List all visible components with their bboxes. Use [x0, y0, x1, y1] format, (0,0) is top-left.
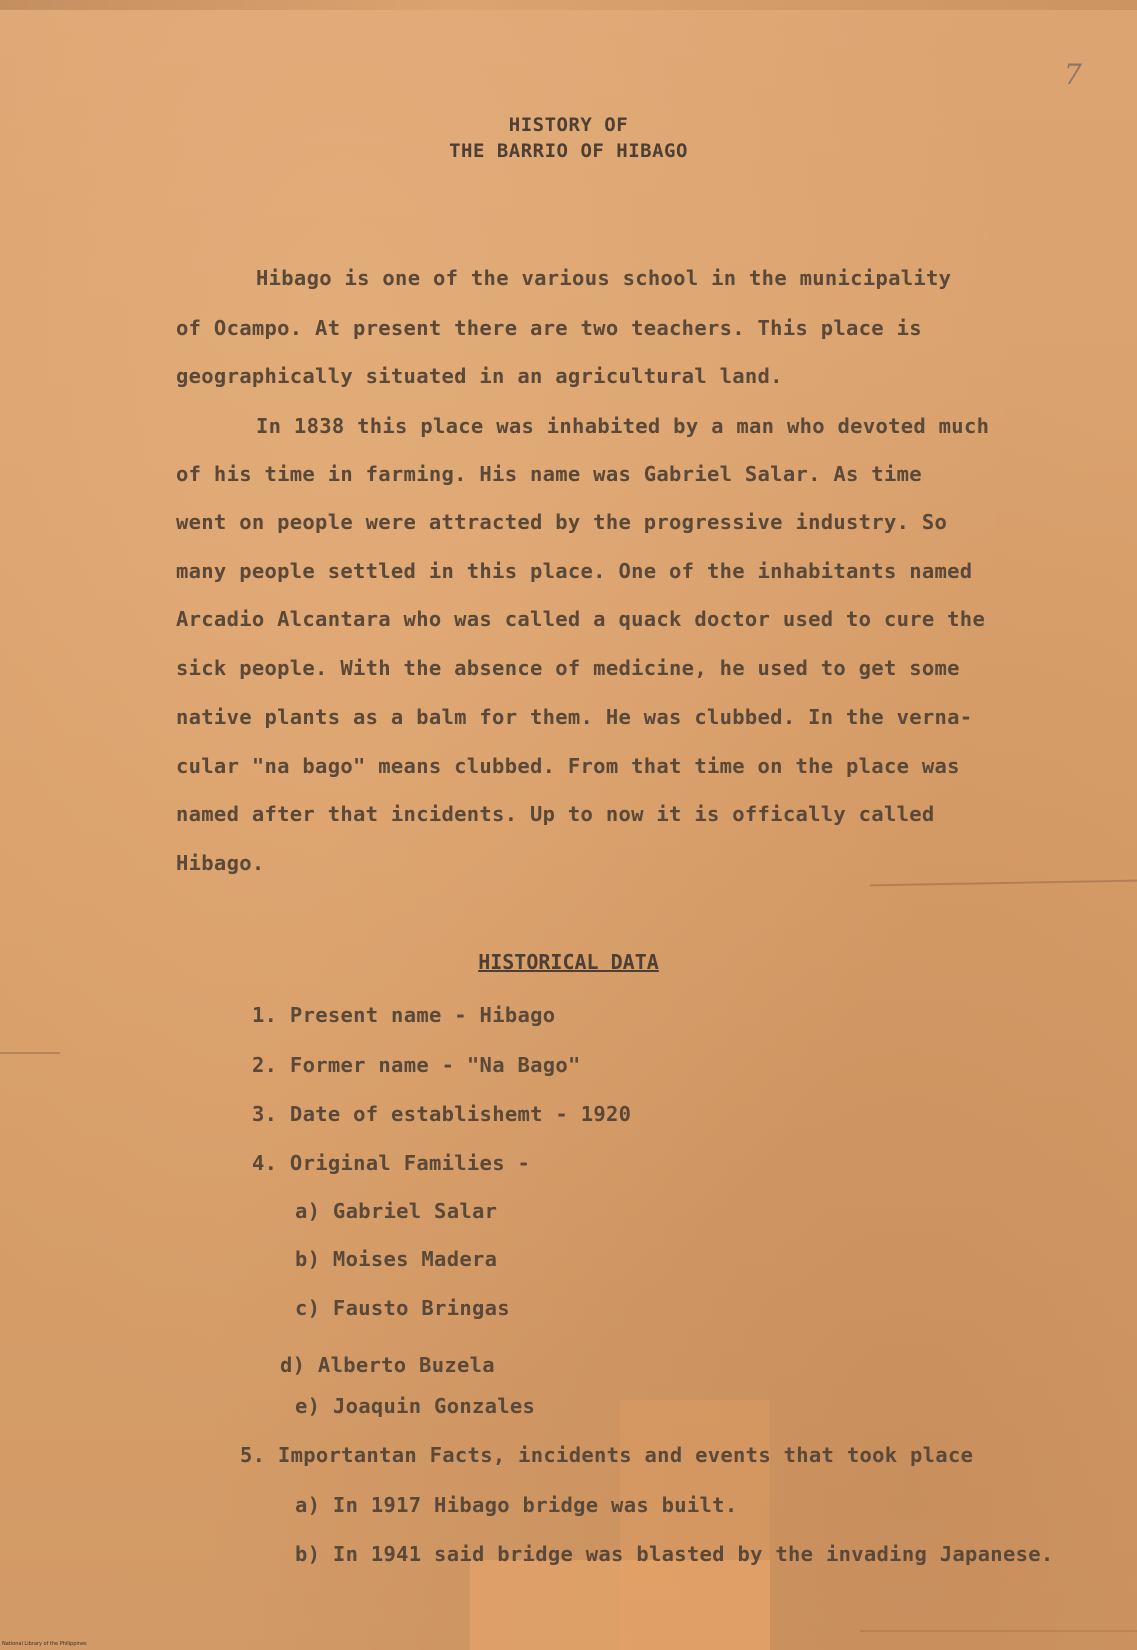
paper-crease — [870, 880, 1137, 887]
title-line-1: HISTORY OF — [508, 114, 629, 136]
title-line-2: THE BARRIO OF HIBAGO — [449, 140, 688, 162]
paragraph-line: sick people. With the absence of medicine, he used to get some — [176, 656, 960, 680]
paragraph-line: many people settled in this place. One of the inhabitants named — [176, 559, 973, 583]
paragraph-line: went on people were attracted by the progressive industry. So — [176, 510, 948, 534]
fact-list-item: b) In 1941 said bridge was blasted by the invading Japanese. — [295, 1542, 1054, 1566]
page-number-mark: 7 — [1064, 58, 1082, 91]
data-list-item: 5. Importantan Facts, incidents and events that took place — [240, 1443, 974, 1467]
paper-crease — [860, 1630, 1137, 1632]
fact-list-item: a) In 1917 Hibago bridge was built. — [295, 1493, 738, 1517]
archive-footer: National Library of the Philippines — [2, 1641, 87, 1647]
paragraph-line: In 1838 this place was inhabited by a man who devoted much — [256, 414, 990, 438]
paragraph-line: cular "na bago" means clubbed. From that time on the place was — [176, 754, 960, 778]
paragraph-line: Hibago. — [176, 851, 265, 875]
paragraph-line: named after that incidents. Up to now it is offically called — [176, 802, 935, 826]
paragraph-line: Arcadio Alcantara who was called a quack doctor used to cure the — [176, 607, 986, 631]
family-list-item: c) Fausto Bringas — [295, 1296, 510, 1320]
section-heading: HISTORICAL DATA — [478, 950, 659, 974]
data-list-item: 3. Date of establishemt - 1920 — [252, 1102, 632, 1126]
paragraph-line: of Ocampo. At present there are two teachers. This place is — [176, 316, 922, 340]
family-list-item: b) Moises Madera — [295, 1247, 498, 1271]
paragraph-line: geographically situated in an agricultural land. — [176, 364, 783, 388]
paper-crease — [0, 1052, 60, 1054]
paragraph-line: Hibago is one of the various school in the municipality — [256, 266, 952, 290]
data-list-item: 1. Present name - Hibago — [252, 1003, 556, 1027]
tape-stain-2 — [620, 1400, 770, 1650]
family-list-item: e) Joaquin Gonzales — [295, 1394, 536, 1418]
page-top-edge — [0, 0, 1137, 10]
paragraph-line: of his time in farming. His name was Gabriel Salar. As time — [176, 462, 922, 486]
family-list-item: d) Alberto Buzela — [280, 1353, 495, 1377]
data-list-item: 4. Original Families - — [252, 1151, 531, 1175]
paragraph-line: native plants as a balm for them. He was clubbed. In the verna- — [176, 705, 973, 729]
data-list-item: 2. Former name - "Na Bago" — [252, 1053, 581, 1077]
family-list-item: a) Gabriel Salar — [295, 1199, 498, 1223]
